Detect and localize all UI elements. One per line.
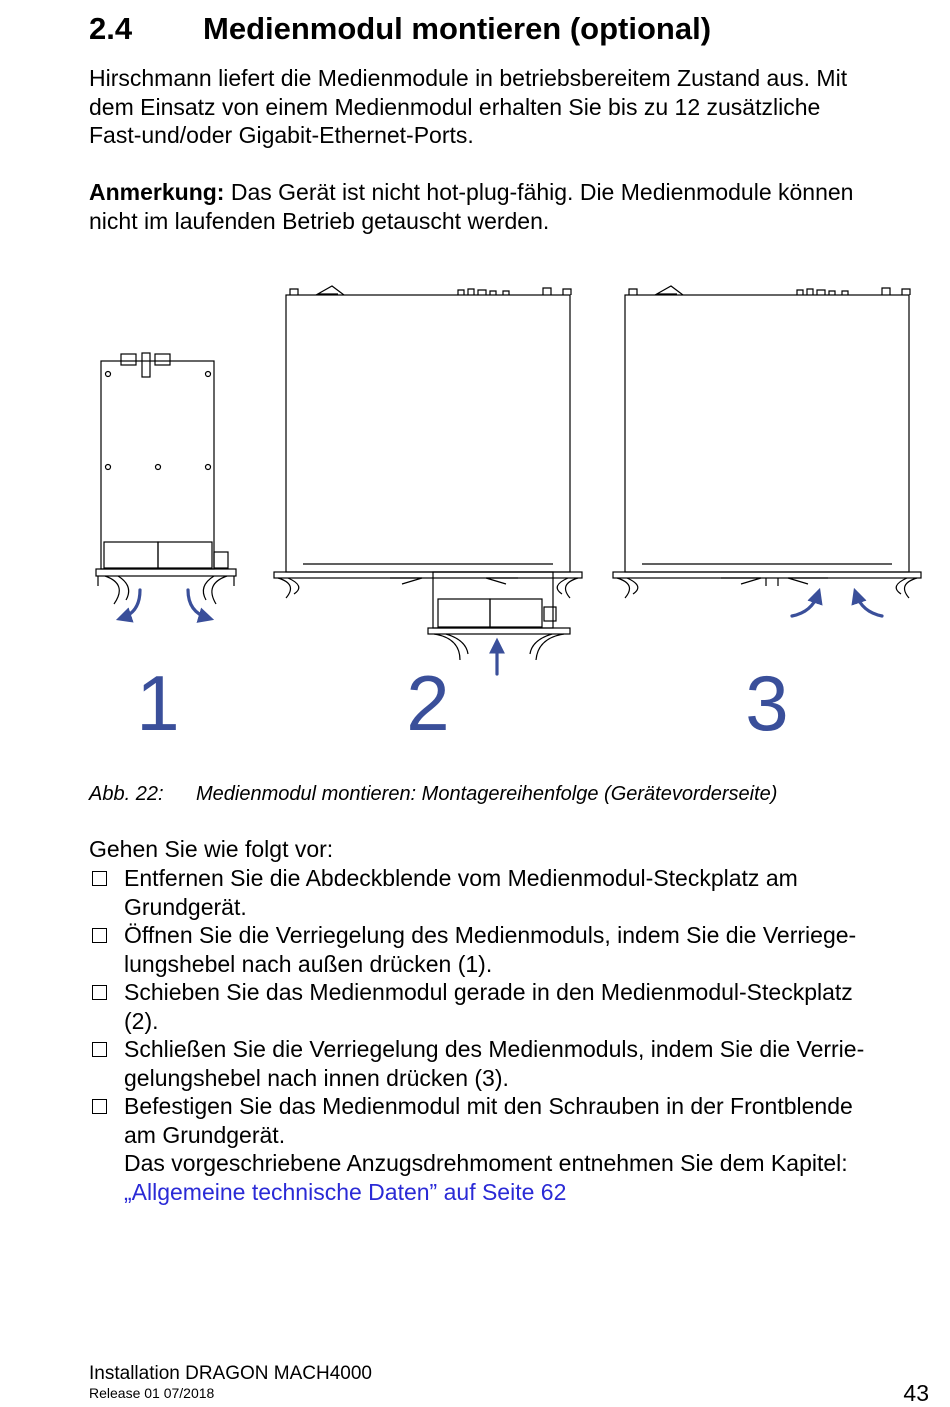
step-label-3: 3 bbox=[745, 659, 789, 747]
checkbox-icon bbox=[92, 871, 107, 886]
list-item bbox=[89, 978, 939, 1035]
figure-caption bbox=[89, 781, 777, 807]
note-line-1: Das Gerät ist nicht hot-plug-fähig. Die Medienmodule können bbox=[224, 179, 854, 205]
step-5-line-1: Befestigen Sie das Medienmodul mit den Schrauben in der Frontblende bbox=[124, 1093, 853, 1119]
step-label-1: 1 bbox=[136, 659, 180, 747]
step-label-2: 2 bbox=[406, 659, 450, 747]
step-5-line-3: Das vorgeschriebene Anzugsdrehmoment entnehmen Sie dem Kapitel: bbox=[124, 1150, 848, 1176]
step-2-line-2: lungshebel nach außen drücken (1). bbox=[124, 950, 493, 977]
lever-open-arrows bbox=[122, 590, 208, 618]
mounting-sequence-figure bbox=[88, 272, 938, 752]
step-3-line-1: Schieben Sie das Medienmodul gerade in den Medienmodul-Steckplatz bbox=[124, 979, 853, 1005]
intro-line-3: Fast-und/oder Gigabit-Ethernet-Ports. bbox=[89, 122, 474, 148]
step-4-line-1: Schließen Sie die Verriegelung des Medienmoduls, indem Sie die Verrie- bbox=[124, 1036, 865, 1062]
checkbox-icon bbox=[92, 1042, 107, 1057]
footer-title: Installation DRAGON MACH4000 bbox=[89, 1363, 372, 1384]
note-paragraph bbox=[89, 178, 939, 235]
checkbox-icon bbox=[92, 928, 107, 943]
base-unit-step-3 bbox=[613, 286, 921, 598]
page-footer bbox=[89, 1363, 372, 1402]
note-label: Anmerkung: bbox=[89, 179, 225, 205]
checkbox-icon bbox=[92, 1099, 107, 1114]
list-item bbox=[89, 1092, 939, 1206]
list-item bbox=[89, 1035, 939, 1092]
list-item bbox=[89, 864, 939, 921]
list-item bbox=[89, 921, 939, 978]
intro-paragraph bbox=[89, 64, 939, 150]
step-5-line-2: am Grundgerät. bbox=[124, 1121, 286, 1148]
lever-close-arrows bbox=[792, 594, 882, 616]
section-title: Medienmodul montieren (optional) bbox=[203, 11, 712, 46]
page-number: 43 bbox=[903, 1380, 929, 1406]
step-2-line-1: Öffnen Sie die Verriegelung des Medienmoduls, indem Sie die Verriege- bbox=[124, 922, 857, 948]
step-1-line-2: Grundgerät. bbox=[124, 893, 247, 920]
procedure-intro: Gehen Sie wie folgt vor: bbox=[89, 836, 334, 862]
tech-data-link[interactable]: „Allgemeine technische Daten” auf Seite 62 bbox=[124, 1178, 567, 1205]
intro-line-2: dem Einsatz von einem Medienmodul erhalten Sie bis zu 12 zusätzliche bbox=[89, 93, 821, 120]
checkbox-icon bbox=[92, 985, 107, 1000]
base-unit-step-2 bbox=[274, 286, 582, 660]
footer-release: Release 01 07/2018 bbox=[89, 1385, 215, 1401]
step-1-line-1: Entfernen Sie die Abdeckblende vom Medienmodul-Steckplatz am bbox=[124, 865, 798, 891]
section-heading bbox=[89, 10, 711, 48]
intro-line-1: Hirschmann liefert die Medienmodule in betriebsbereitem Zustand aus. Mit bbox=[89, 65, 848, 91]
step-3-line-2: (2). bbox=[124, 1007, 159, 1034]
media-module-open bbox=[96, 353, 236, 604]
step-4-line-2: gelungshebel nach innen drücken (3). bbox=[124, 1064, 509, 1091]
caption-text: Medienmodul montieren: Montagereihenfolge (Gerätevorderseite) bbox=[196, 783, 778, 805]
section-number: 2.4 bbox=[89, 11, 133, 46]
note-line-2: nicht im laufenden Betrieb getauscht werden. bbox=[89, 207, 550, 234]
procedure-steps bbox=[89, 864, 939, 1206]
caption-label: Abb. 22: bbox=[89, 783, 164, 805]
